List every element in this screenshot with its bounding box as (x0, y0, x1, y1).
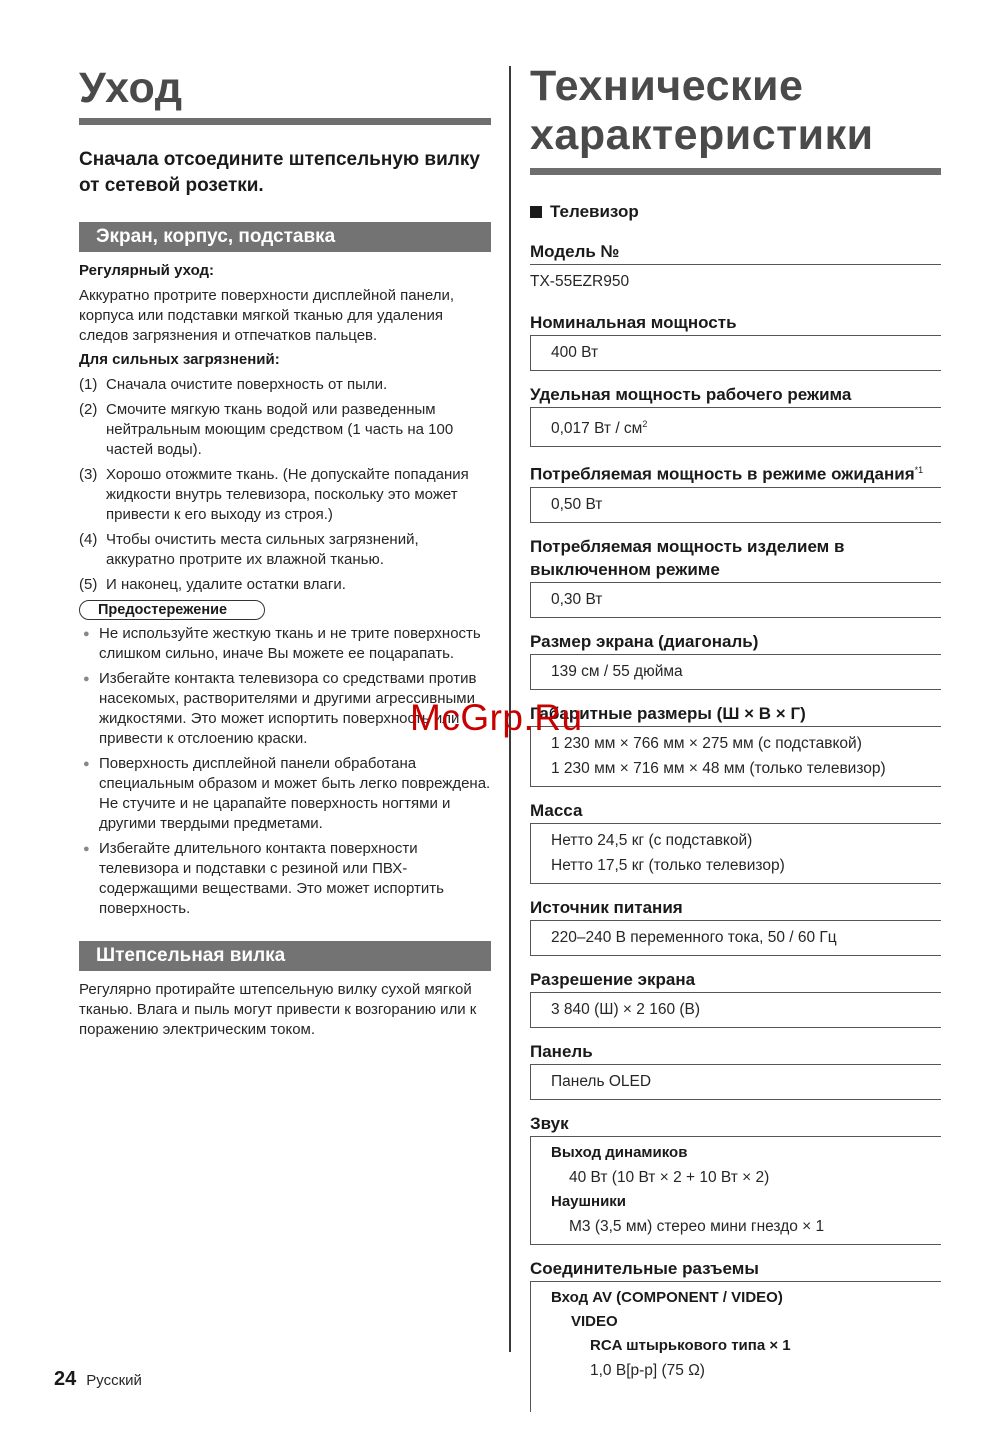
list-item: ● Не используйте жесткую ткань и не трите поверхность слишком сильно, иначе Вы можете ее поцарапать. (79, 624, 491, 664)
section-mains-plug: Штепсельная вилка (79, 941, 491, 971)
specific-power-heading: Удельная мощность рабочего режима (530, 383, 941, 408)
model-heading: Модель № (530, 240, 941, 265)
list-item: (5) И наконец, удалите остатки влаги. (79, 576, 346, 593)
list-item: (4) Чтобы очистить места сильных загрязнений, аккуратно протрите их влажной тканью. (79, 531, 419, 568)
standby-power-heading: Потребляемая мощность в режиме ожидания$^{*1}$ (530, 459, 941, 488)
rated-power-heading: Номинальная мощность (530, 311, 941, 336)
caution-label: Предостережение (79, 600, 265, 620)
off-power-box: 0,30 Вт (530, 583, 941, 618)
mains-plug-text: Регулярно протирайте штепсельную вилку сухой мягкой тканью. Влага и пыль могут привести к возгоранию или к поражению электрическим током. (79, 981, 477, 1038)
list-item: (2) Смочите мягкую ткань водой или разведенным нейтральным моющим средством (1 часть на 100 частей воды). (79, 401, 454, 458)
list-item: ● Избегайте контакта телевизора со средствами против насекомых, растворителями и другими агрессивными жидкостями. Это может испортить поверхность или привести к отслоению краски. (79, 669, 491, 749)
panel-box: Панель OLED (530, 1065, 941, 1100)
sound-heading: Звук (530, 1112, 941, 1137)
title-rule (79, 118, 491, 125)
power-source-heading: Источник питания (530, 896, 941, 921)
dimensions-heading: Габаритные размеры (Ш × В × Г) (530, 702, 941, 727)
regular-care-label: Регулярный уход: (79, 262, 215, 279)
heavy-dirt-label: Для сильных загрязнений: (79, 351, 280, 368)
page-footer (54, 1368, 142, 1391)
specific-power-box: 0,017 Вт / $см^2$ (530, 408, 941, 447)
list-item: (3) Хорошо отожмите ткань. (Не допускайте попадания жидкости внутрь телевизора, поскольку это может привести к его выходу из строя.) (79, 466, 469, 523)
resolution-heading: Разрешение экрана (530, 968, 941, 993)
language-label: Русский (86, 1372, 142, 1389)
cleaning-steps (79, 375, 491, 595)
standby-power-box: 0,50 Вт (530, 488, 941, 523)
connectors-heading: Соединительные разъемы (530, 1257, 941, 1282)
watermark: McGrp.Ru (410, 697, 583, 738)
bullet-icon: ● (83, 673, 90, 685)
care-title: Уход (79, 64, 183, 112)
section-screen-cabinet-stand: Экран, корпус, подставка (79, 222, 491, 252)
tv-subtitle: Телевизор (530, 201, 941, 223)
specifications-column (530, 62, 941, 1412)
title-rule (530, 168, 941, 175)
regular-care-text: Аккуратно протрите поверхности дисплейной панели, корпуса или подставки мягкой тканью для удаления следов загрязнения и отпечатков пальцев. (79, 287, 455, 344)
list-item: ● Поверхность дисплейной панели обработана специальным образом и может быть легко повреждена. Не стучите и не царапайте поверхность ногтями и другими твердыми предметами. (79, 754, 491, 834)
bullet-icon: ● (83, 628, 90, 640)
dimensions-box: 1 230 мм × 766 мм × 275 мм (с подставкой) 1 230 мм × 716 мм × 48 мм (только телевизор) (530, 727, 941, 787)
model-value: TX-55EZR950 (530, 273, 630, 290)
caution-list (79, 624, 491, 919)
rated-power-box: 400 Вт (530, 336, 941, 371)
resolution-box: 3 840 (Ш) × 2 160 (В) (530, 993, 941, 1028)
care-column (79, 62, 491, 1040)
square-bullet-icon (530, 206, 542, 218)
sound-box: Выход динамиков 40 Вт (10 Вт × 2 + 10 Вт × 2) Наушники M3 (3,5 мм) стерео мини гнездо × 1 (530, 1137, 941, 1245)
list-item: ● Избегайте длительного контакта поверхности телевизора и подставки с резиной или ПВХ-содержащими веществами. Это может испортить поверхность. (79, 839, 491, 919)
screen-size-heading: Размер экрана (диагональ) (530, 630, 941, 655)
bullet-icon: ● (83, 843, 90, 855)
bullet-icon: ● (83, 758, 90, 770)
mass-heading: Масса (530, 799, 941, 824)
panel-heading: Панель (530, 1040, 941, 1065)
specs-title: Технические характеристики (530, 62, 874, 159)
screen-size-box: 139 см / 55 дюйма (530, 655, 941, 690)
connectors-box: Вход AV (COMPONENT / VIDEO) VIDEO RCA штырькового типа × 1 1,0 В[p-p] (75 Ω) (530, 1282, 941, 1412)
unplug-notice: Сначала отсоедините штепсельную вилку от сетевой розетки. (79, 149, 480, 196)
power-source-box: 220–240 В переменного тока, 50 / 60 Гц (530, 921, 941, 956)
off-power-heading: Потребляемая мощность изделием в выключенном режиме (530, 535, 941, 583)
mass-box: Нетто 24,5 кг (с подставкой) Нетто 17,5 кг (только телевизор) (530, 824, 941, 884)
page-number: 24 (54, 1368, 77, 1390)
list-item: (1) Сначала очистите поверхность от пыли. (79, 376, 388, 393)
